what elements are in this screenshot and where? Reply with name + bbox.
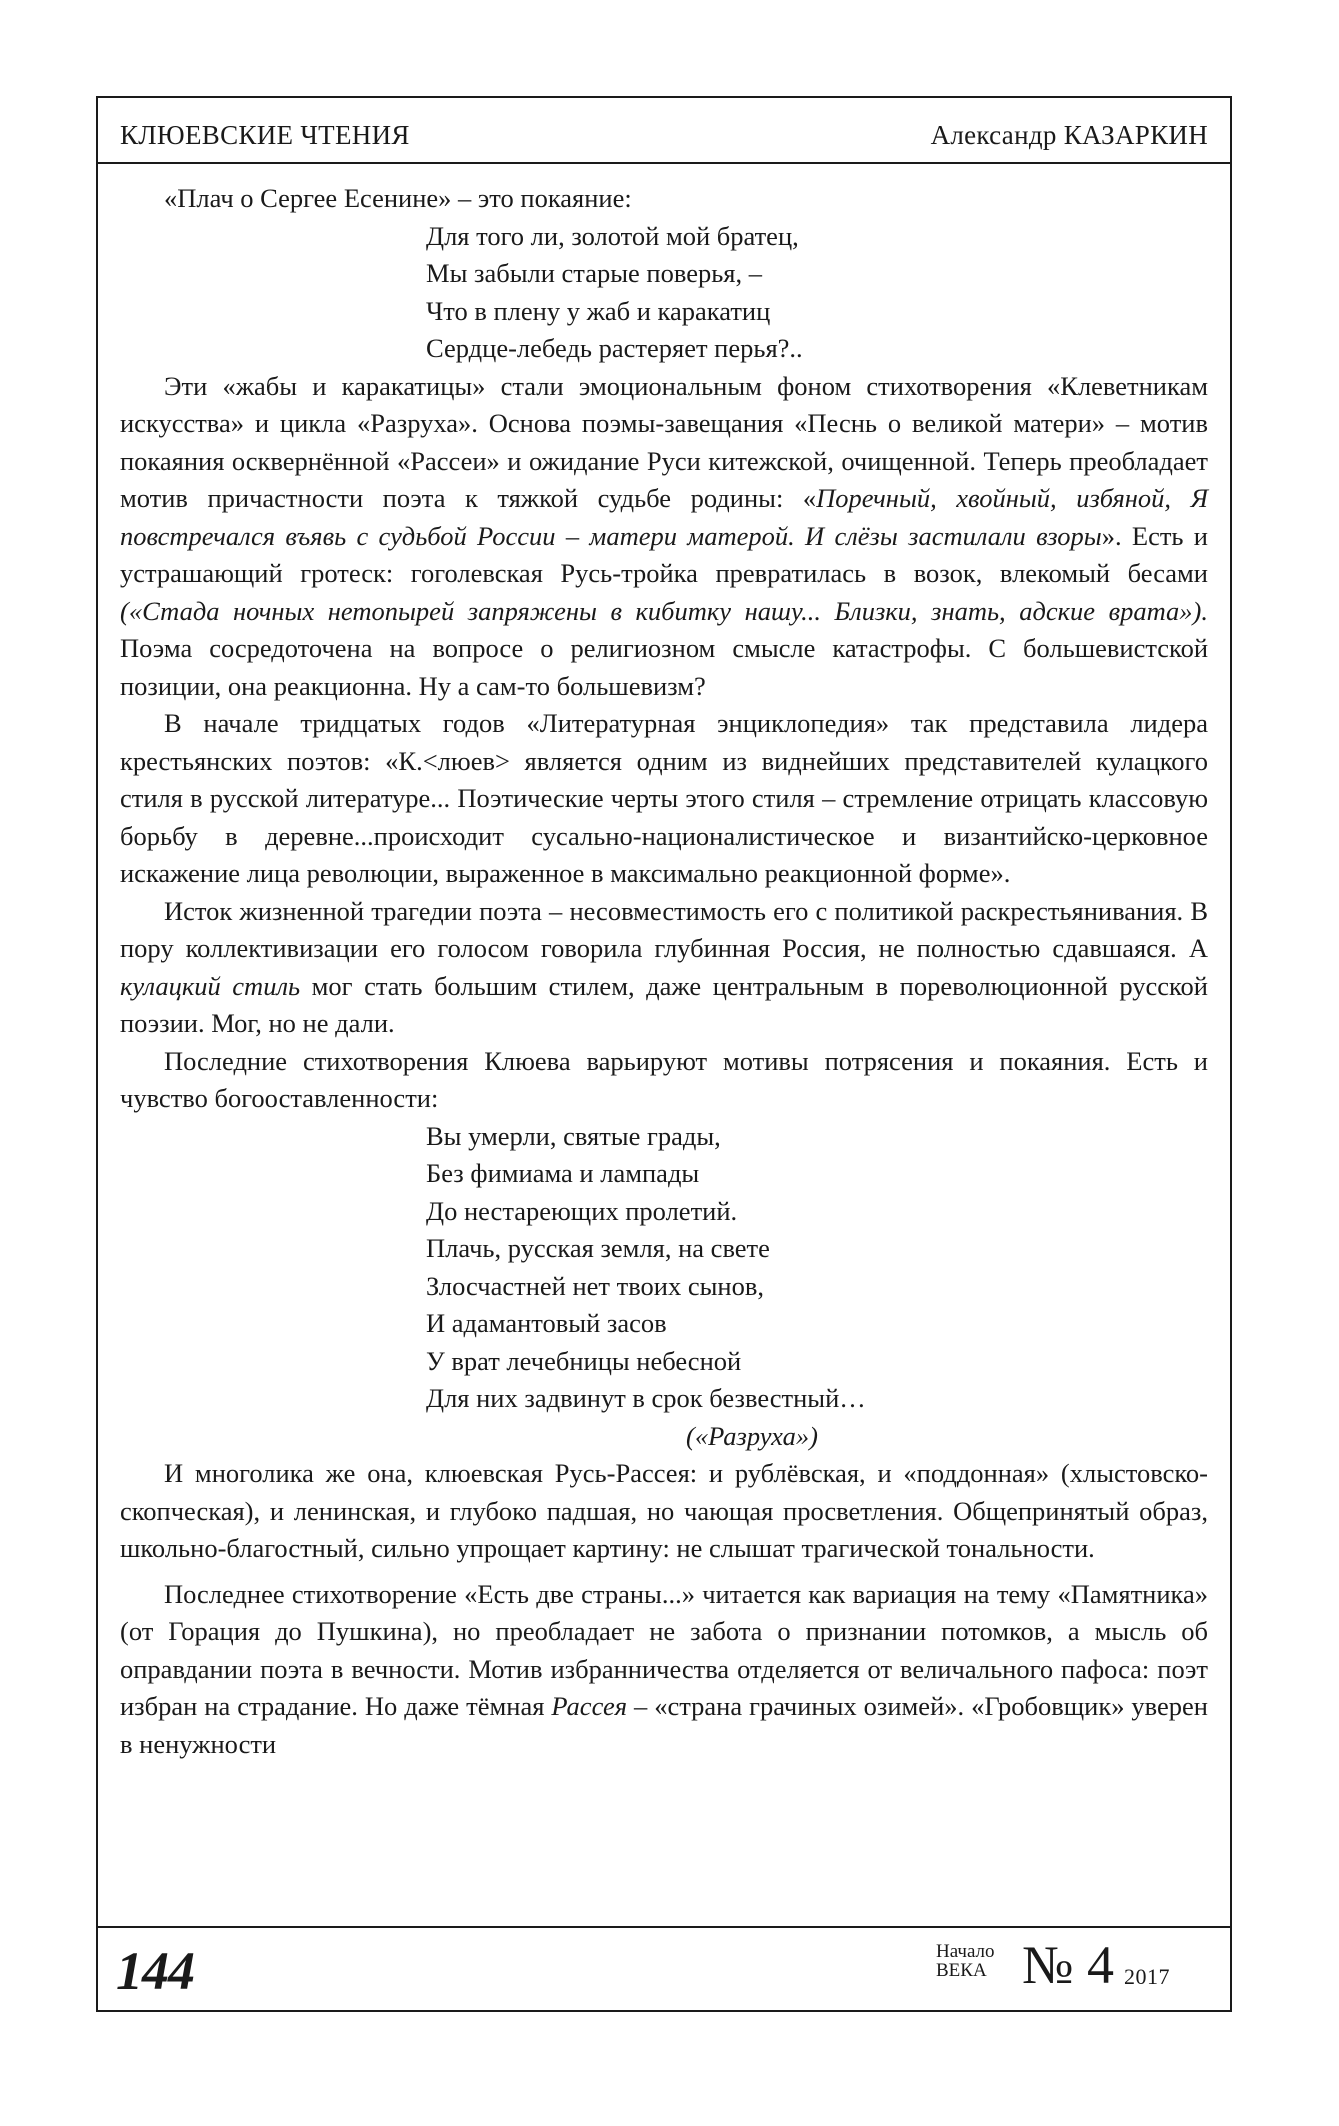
verse-line: Мы забыли старые поверья, – [426, 258, 762, 288]
paragraph: И многолика же она, клюевская Русь-Рассея: и рублёвская, и «поддонная» (хлыстовско-скопческая), и ленинская, и глубоко падшая, но чающая просветления. Общепринятый образ, школьно-благостный, сильно упрощает картину: не слышат трагической тональности. [120, 1458, 1208, 1563]
italic-term: Рассея [551, 1691, 628, 1721]
italic-term: кулацкий стиль [120, 970, 301, 1001]
text-run: Исток жизненной трагедии поэта – несовместимость его с политикой раскрестьянивания. В пору коллективизации его голосом говорила глубинная Россия, не полностью сдавшаяся. А [120, 895, 1208, 963]
verse-line: Без фимиама и лампады [426, 1158, 700, 1188]
verse-line: Что в плену у жаб и каракатиц [426, 295, 771, 326]
paragraph [120, 893, 1208, 1043]
article-body [120, 180, 1208, 1763]
verse-line: Вы умерли, святые грады, [426, 1120, 721, 1151]
author-name: Александр КАЗАРКИН [930, 120, 1208, 150]
paragraph [120, 1576, 1208, 1764]
magazine-name [936, 1942, 995, 1980]
italic-quote: Поречный, хвойный, избяной, Я повстречался въявь с судьбой России – матери матерой. И слёзы застилали взоры [120, 483, 1208, 551]
paragraph: «Плач о Сергее Есенине» – это покаяние: [164, 183, 632, 213]
issue-year: 2017 [1124, 1964, 1170, 1989]
magazine-name-line: Начало [936, 1941, 995, 1962]
paragraph [120, 368, 1208, 706]
page-frame [96, 96, 1232, 2012]
text-run: ». Есть и устрашающий гротеск: гоголевская Русь-тройка превратилась в возок, влекомый бесами [120, 520, 1208, 588]
italic-quote: («Стада ночных нетопырей запряжены в кибитку нашу... Близки, знать, адские врата»). [120, 595, 1208, 626]
verse-quote-1 [120, 218, 1208, 368]
verse-line: И адамантовый засов [426, 1308, 667, 1338]
paragraph: В начале тридцатых годов «Литературная энциклопедия» так представила лидера крестьянских поэтов: «К.<люев> является одним из виднейших представителей кулацкого стиля в русской литературе... Поэтические черты этого стиля – стремление отрицать классовую борьбу в деревне...происходит сусально-националистическое и византийско-церковное искажение лица революции, выраженное в максимально реакционной форме». [120, 708, 1208, 888]
text-run: Поэма сосредоточена на вопросе о религиозном смысле катастрофы. С большевистской позиции, она реакционна. Ну а сам-то большевизм? [120, 633, 1208, 701]
verse-line: До нестареющих пролетий. [426, 1195, 738, 1226]
issue-number: № 4 [1022, 1935, 1115, 1995]
text-run: – «страна грачиных озимей». «Гробовщик» уверен в ненужности [120, 1691, 1208, 1759]
page-number: 144 [116, 1941, 194, 2001]
verse-line: Для них задвинут в срок безвестный… [426, 1383, 866, 1413]
verse-line: Для того ли, золотой мой братец, [426, 220, 799, 251]
verse-source: («Разруха») [686, 1420, 818, 1451]
verse-line: Плачь, русская земля, на свете [426, 1233, 770, 1263]
verse-line: Злосчастней нет твоих сынов, [426, 1270, 764, 1301]
text-run: Эти «жабы и каракатицы» стали эмоциональным фоном стихотворения «Клеветникам искусства» и цикла «Разруха». Основа поэмы-завещания «Песнь о великой матери» – мотив покаяния осквернённой «Рассеи» и ожидание Руси китежской, очищенной. Теперь преобладает мотив причастности поэта к тяжкой судьбе родины: « [120, 370, 1208, 513]
magazine-name-line: ВЕКА [936, 1960, 987, 1981]
verse-line: Сердце-лебедь растеряет перья?.. [426, 333, 803, 363]
text-run: Последнее стихотворение «Есть две страны...» читается как вариация на тему «Памятника» (от Горация до Пушкина), но преобладает не забота о признании потомков, а мысль об оправдании поэта в вечности. Мотив избранничества отделяется от величального пафоса: поэт избран на страдание. Но даже тёмная [120, 1578, 1208, 1721]
section-title: КЛЮЕВСКИЕ ЧТЕНИЯ [120, 120, 410, 150]
paragraph: Последние стихотворения Клюева варьируют мотивы потрясения и покаяния. Есть и чувство богооставленности: [120, 1045, 1208, 1113]
text-run: мог стать большим стилем, даже центральным в пореволюционной русской поэзии. Мог, но не дали. [120, 970, 1208, 1038]
running-header [98, 98, 1230, 164]
page-footer [98, 1926, 1230, 2010]
verse-quote-2 [120, 1118, 1208, 1418]
verse-line: У врат лечебницы небесной [426, 1345, 742, 1376]
